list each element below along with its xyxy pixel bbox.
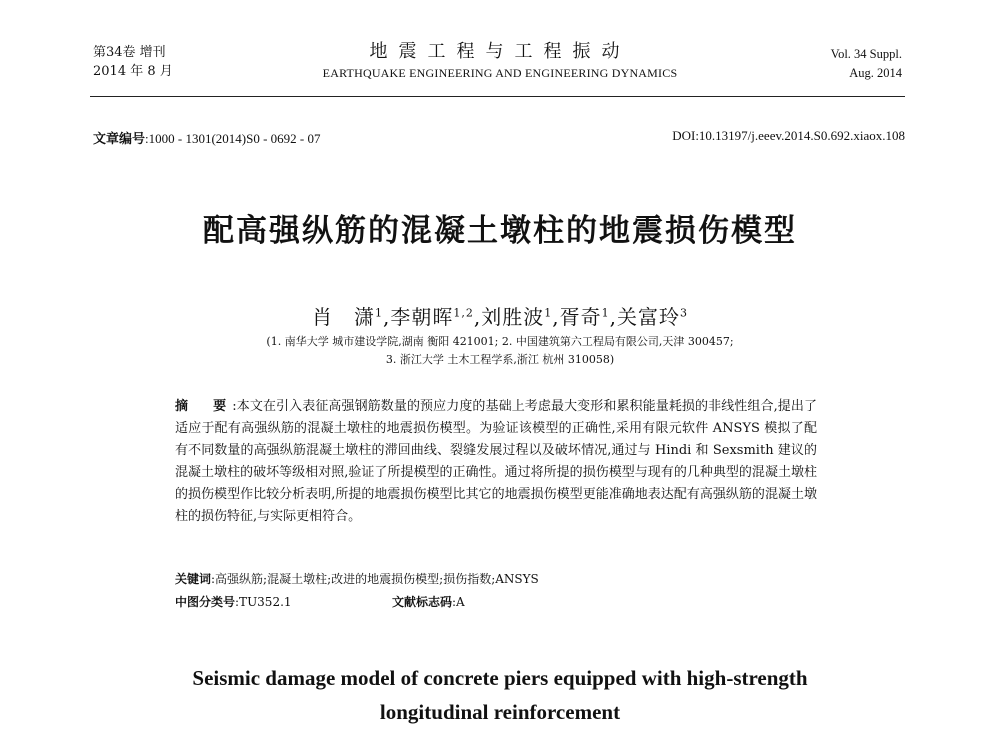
author-affil-mark: 1,2	[453, 306, 474, 320]
paper-title-en-line: Seismic damage model of concrete piers equipped with high-strength	[192, 666, 808, 690]
volume-label: 第34卷 增刊	[93, 45, 166, 60]
keywords-value: :高强纵筋;混凝土墩柱;改进的地震损伤模型;损伤指数;ANSYS	[211, 572, 539, 586]
author-separator: ,	[473, 305, 482, 329]
issue-date: 2014 年 8 月	[93, 64, 173, 79]
author-affil-mark: 1	[375, 306, 384, 320]
abstract	[175, 396, 817, 528]
author-list	[0, 301, 1000, 330]
author-affil-mark: 1	[544, 306, 553, 320]
document-code-label: 文献标志码	[392, 595, 453, 609]
paper-title-en-line: longitudinal reinforcement	[379, 700, 621, 724]
author-name: 胥奇	[559, 305, 602, 329]
affiliations	[0, 333, 1000, 369]
article-number	[93, 128, 321, 147]
author-name: 肖 潇	[312, 305, 376, 329]
document-code-value: :A	[452, 595, 465, 609]
doi: DOI:10.13197/j.eeev.2014.S0.692.xiaox.108	[672, 128, 905, 143]
journal-issue-info	[93, 43, 173, 81]
journal-name-cn: 地震工程与工程振动	[369, 41, 631, 62]
paper-title-cn: 配高强纵筋的混凝土墩柱的地震损伤模型	[203, 213, 797, 249]
author-separator: ,	[552, 305, 560, 329]
author-name: 李朝晖	[390, 305, 454, 329]
abstract-label: 摘 要	[175, 399, 233, 414]
author-name: 刘胜波	[481, 305, 545, 329]
issue-date-en: Aug. 2014	[849, 66, 902, 80]
article-number-label: 文章编号	[93, 132, 146, 147]
affiliation-line: (1. 南华大学 城市建设学院,湖南 衡阳 421001; 2. 中国建筑第六工程局有限公司,天津 300457;	[266, 335, 734, 348]
author-affil-mark: 3	[679, 306, 688, 320]
author-separator: ,	[609, 305, 617, 329]
classification-value: :TU352.1	[235, 595, 292, 609]
keywords	[175, 569, 539, 589]
author-affil-mark: 1	[601, 306, 610, 320]
author-name: 关富玲	[616, 305, 680, 329]
author-separator: ,	[383, 305, 391, 329]
header-rule	[90, 96, 905, 97]
paper-title-en	[120, 661, 880, 729]
keywords-label: 关键词	[175, 572, 212, 586]
classification-number	[175, 592, 292, 612]
volume-label-en: Vol. 34 Suppl.	[830, 47, 902, 61]
document-code	[392, 592, 465, 612]
journal-name-en: EARTHQUAKE ENGINEERING AND ENGINEERING DYNAMICS	[322, 66, 678, 80]
affiliation-line: 3. 浙江大学 土木工程学系,浙江 杭州 310058)	[385, 353, 615, 366]
abstract-text: :本文在引入表征高强钢筋数量的预应力度的基础上考虑最大变形和累积能量耗损的非线性组合,提出了适应于配有高强纵筋的混凝土墩柱的地震损伤模型。为验证该模型的正确性,采用有限元软件 ANSYS 模拟了配有不同数量的高强纵筋混凝土墩柱的滞回曲线、裂缝发展过程以及破坏情况,通过与 Hindi 和 Sexsmith 建议的混凝土墩柱的破坏等级相对照,验证了所提模型的正确性。通过将所提的损伤模型与现有的几种典型的混凝土墩柱的损伤模型作比较分析表明,所提的地震损伤模型比其它的地震损伤模型更能准确地表达配有高强纵筋的混凝土墩柱的损伤特征,与实际更相符合。	[175, 399, 817, 524]
classification-label: 中图分类号	[175, 595, 236, 609]
journal-issue-info-en	[831, 45, 902, 83]
journal-name-block	[290, 40, 710, 82]
article-number-value: :1000 - 1301(2014)S0 - 0692 - 07	[145, 131, 321, 146]
